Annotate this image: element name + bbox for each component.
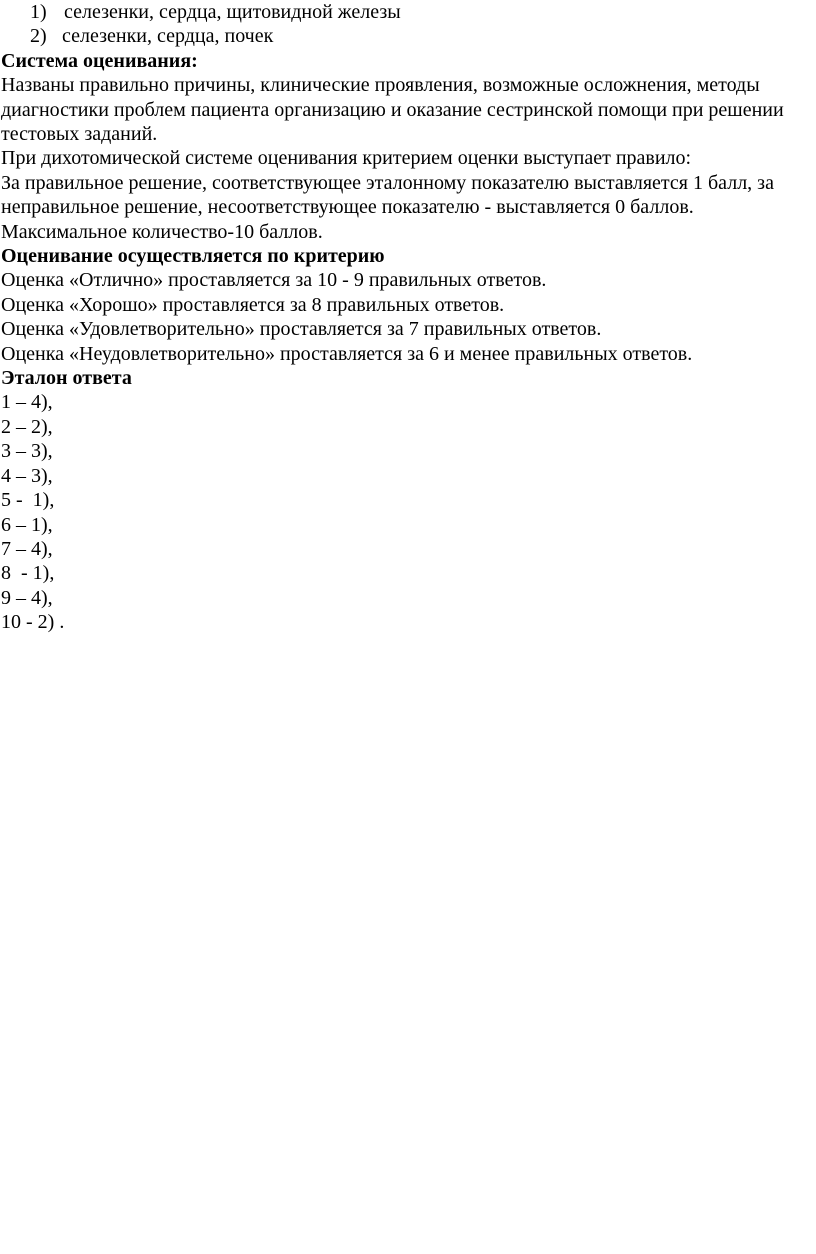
option-text: селезенки, сердца, почек xyxy=(62,25,274,48)
answer-key-item: 7 – 4), xyxy=(1,537,53,560)
grading-paragraph: При дихотомической системе оценивания критерием оценки выступает правило: xyxy=(1,147,692,170)
option-number: 1) xyxy=(30,1,47,23)
answer-key-item: 2 – 2), xyxy=(1,415,53,438)
answer-key-item: 3 – 3), xyxy=(1,440,53,463)
grading-paragraph: За правильное решение, соответствующее эталонному показателю выставляется 1 балл, за неправильное решение, несоответствующее показателю - выставляется 0 баллов. xyxy=(1,171,774,219)
grading-paragraph: Названы правильно причины, клинические проявления, возможные осложнения, методы диагностики проблем пациента организацию и оказание сестринской помощи при решении тестовых заданий. xyxy=(1,74,784,145)
answer-option xyxy=(1,0,813,24)
answer-key-item: 10 - 2) . xyxy=(1,611,65,634)
criteria-item: Оценка «Отлично» проставляется за 10 - 9 правильных ответов. xyxy=(1,269,547,292)
criteria-item: Оценка «Неудовлетворительно» проставляется за 6 и менее правильных ответов. xyxy=(1,342,693,365)
answer-key-item: 9 – 4), xyxy=(1,586,53,609)
answer-key-heading: Эталон ответа xyxy=(1,367,132,390)
answer-key-item: 5 - 1), xyxy=(1,489,55,512)
answer-key-item: 4 – 3), xyxy=(1,464,53,487)
criteria-item: Оценка «Удовлетворительно» проставляется за 7 правильных ответов. xyxy=(1,318,602,341)
criteria-item: Оценка «Хорошо» проставляется за 8 правильных ответов. xyxy=(1,293,505,316)
answer-key-item: 1 – 4), xyxy=(1,391,53,414)
answer-key-item: 8 - 1), xyxy=(1,562,55,585)
answer-key-item: 6 – 1), xyxy=(1,513,53,536)
option-number: 2) xyxy=(30,25,47,48)
criteria-heading: Оценивание осуществляется по критерию xyxy=(1,245,385,268)
answer-option xyxy=(1,24,813,48)
grading-system-heading: Система оценивания: xyxy=(1,49,198,72)
option-text: селезенки, сердца, щитовидной железы xyxy=(64,1,401,23)
grading-paragraph: Максимальное количество-10 баллов. xyxy=(1,220,323,243)
document-page xyxy=(1,0,813,635)
